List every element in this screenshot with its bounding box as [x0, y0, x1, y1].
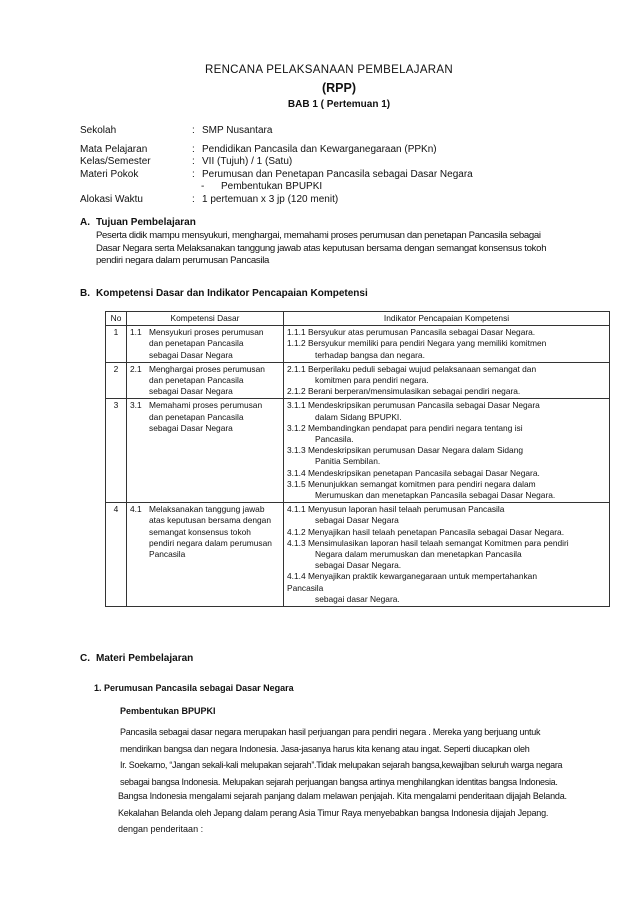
kd-text: dan penetapan Pancasila [149, 338, 244, 349]
info-value: 1 pertemuan x 3 jp (120 menit) [202, 193, 339, 205]
tujuan-line: Peserta didik mampu mensyukuri, menghargai, memahami proses perumusan dan penetapan Pancasila sebagai [96, 230, 541, 241]
info-label: Mata Pelajaran [80, 143, 148, 155]
materi-item-1: 1. Perumusan Pancasila sebagai Dasar Negara [94, 683, 294, 693]
subtopic-dash: - [201, 181, 205, 192]
kd-text: atas keputusan bersama dengan [149, 515, 271, 526]
paragraph-line: Kekalahan Belanda oleh Jepang dalam perang Asia Timur Raya menyebabkan bangsa Indonesia dijajah Jepang. [118, 807, 549, 818]
kd-indent [130, 412, 149, 423]
indicator-continuation: sebagai Dasar Negara [315, 515, 399, 526]
kd-text: Memahami proses perumusan [149, 400, 263, 411]
kd-cell [127, 362, 284, 399]
info-row-materi [80, 169, 473, 182]
kd-text: sebagai Dasar Negara [149, 422, 233, 433]
section-title: Kompetensi Dasar dan Indikator Pencapaian Kompetensi [96, 288, 368, 299]
header-indicator: Indikator Pencapaian Kompetensi [284, 312, 610, 326]
section-letter: C. [80, 653, 90, 664]
tujuan-line: Dasar Negara serta Melaksanakan tanggung jawab atas keputusan bersama dengan semangat konsensus tokoh [96, 242, 547, 254]
kd-line [130, 538, 280, 549]
paragraph-line: Bangsa Indonesia mengalami sejarah panjang dalam melawan penjajah. Kita mengalami penderitaan dijajah Belanda. [118, 791, 567, 801]
kd-indent [130, 549, 149, 560]
indicator-cell [284, 326, 610, 363]
indicator-continuation: Merumuskan dan menetapkan Pancasila sebagai Dasar Negara. [315, 490, 556, 501]
section-a-heading [80, 217, 196, 228]
section-title: Tujuan Pembelajaran [96, 217, 196, 228]
table-row [106, 362, 610, 399]
kd-number: 3.1 [130, 400, 142, 411]
indicator-item [287, 386, 606, 397]
info-row-kelas [80, 156, 473, 169]
section-letter: A. [80, 217, 90, 228]
indicator-cell [284, 503, 610, 607]
row-number: 4 [106, 503, 127, 607]
indicator-text: 3.1.2 Membandingkan pendapat para pendiri negara tentang isi [287, 422, 523, 433]
kd-indent [130, 386, 149, 397]
subtopic-text: Pembentukan BPUPKI [221, 181, 323, 192]
kd-text: Menghargai proses perumusan [149, 363, 265, 374]
materi-paragraph-2 [118, 788, 615, 838]
kd-line [130, 549, 280, 560]
row-number: 3 [106, 399, 127, 503]
kd-text: sebagai Dasar Negara [149, 386, 233, 397]
paragraph-line: Ir. Soekarno, “Jangan sekali-kali melupakan sejarah”.Tidak melupakan sejarah bangsa,kewajiban seluruh warga negara [120, 760, 563, 770]
chapter-label: BAB 1 ( Pertemuan 1) [287, 99, 391, 110]
indicator-text: 4.1.3 Mensimulasikan laporan hasil telaah semangat Komitmen para pendiri [287, 537, 569, 548]
indicator-item [287, 423, 606, 445]
kd-number: 1.1 [130, 327, 142, 338]
document-subtitle: (RPP) [321, 81, 357, 95]
kd-line [130, 527, 280, 538]
indicator-continuation: dalam Sidang BPUPKI. [315, 411, 402, 422]
kd-indent [130, 350, 149, 361]
kd-line [130, 400, 280, 411]
indicator-item [287, 583, 606, 605]
kd-line [130, 375, 280, 386]
info-colon: : [192, 125, 195, 136]
kd-line [130, 515, 280, 526]
indicator-text: 4.1.2 Menyajikan hasil telaah penetapan Pancasila sebagai Dasar Negara. [287, 526, 565, 537]
kd-text: dan penetapan Pancasila [149, 375, 244, 386]
header-kd: Kompetensi Dasar [127, 312, 284, 326]
indicator-text: 3.1.4 Mendeskripsikan penetapan Pancasila sebagai Dasar Negara. [287, 467, 540, 478]
indicator-item [287, 571, 606, 582]
indicator-continuation: Panitia Sembilan. [315, 456, 381, 467]
kd-text: Melaksanakan tanggung jawab [149, 504, 265, 515]
kd-line [130, 423, 280, 434]
table-row [106, 503, 610, 607]
indicator-text: 3.1.5 Menunjukkan semangat komitmen para pendiri negara dalam [287, 478, 536, 489]
info-colon: : [192, 156, 195, 167]
kd-cell [127, 503, 284, 607]
indicator-text: 3.1.1 Mendeskripsikan perumusan Pancasila sebagai Dasar Negara [287, 400, 540, 411]
indicator-item [287, 527, 606, 538]
kd-indent [130, 527, 149, 538]
indicator-text: 3.1.3 Mendeskripsikan perumusan Dasar Negara dalam Sidang [287, 445, 524, 456]
paragraph-line: dengan penderitaan : [118, 824, 204, 834]
kd-cell [127, 326, 284, 363]
kd-text: dan penetapan Pancasila [149, 411, 244, 422]
paragraph-line: Pancasila sebagai dasar negara merupakan hasil perjuangan para pendiri negara . Mereka yang berjuang untuk [120, 727, 541, 737]
indicator-continuation: sebagai Dasar Negara. [315, 560, 402, 571]
info-row-alokasi [80, 194, 473, 207]
indicator-cell [284, 362, 610, 399]
table-row [106, 326, 610, 363]
kd-line [130, 327, 280, 338]
indicator-continuation: terhadap bangsa dan negara. [315, 349, 425, 360]
kd-indent [130, 515, 149, 526]
kd-text: sebagai Dasar Negara [149, 349, 233, 360]
indicator-continuation: sebagai dasar Negara. [315, 593, 400, 604]
info-colon: : [192, 193, 195, 205]
kd-text: pendiri negara dalam perumusan [149, 537, 272, 548]
indicator-continuation: komitmen para pendiri negara. [315, 375, 429, 386]
table-row [106, 399, 610, 503]
info-label: Sekolah [80, 125, 117, 136]
info-label: Alokasi Waktu [80, 193, 143, 205]
kd-indent [130, 423, 149, 434]
info-row-mapel [80, 144, 473, 157]
indicator-text: 2.1.1 Berperilaku peduli sebagai wujud pelaksanaan semangat dan [287, 363, 537, 374]
indicator-text: 1.1.2 Bersyukur memiliki para pendiri Negara yang memiliki komitmen [287, 338, 547, 349]
indicator-continuation: Negara dalam merumuskan dan menetapkan Pancasila [315, 549, 522, 560]
indicator-text: 4.1.1 Menyusun laporan hasil telaah perumusan Pancasila [287, 504, 505, 515]
materi-paragraph-1 [120, 724, 615, 790]
kd-cell [127, 399, 284, 503]
indicator-text: 4.1.4 Menyajikan praktik kewarganegaraan untuk mempertahankan [287, 571, 538, 582]
indicator-item [287, 504, 606, 526]
table-header-row [106, 312, 610, 326]
info-value: Perumusan dan Penetapan Pancasila sebagai Dasar Negara [202, 168, 473, 180]
document-title: RENCANA PELAKSANAAN PEMBELAJARAN [205, 64, 453, 76]
kd-text: Pancasila [149, 549, 186, 560]
header-no: No [106, 312, 127, 326]
indicator-text: 2.1.2 Berani berperan/mensimulasikan sebagai pendiri negara. [287, 386, 521, 397]
info-value: VII (Tujuh) / 1 (Satu) [202, 156, 293, 167]
section-letter: B. [80, 288, 90, 299]
indicator-item [287, 479, 606, 501]
tujuan-line: pendiri negara dalam perumusan Pancasila [96, 255, 270, 267]
paragraph-line: mendirikan bangsa dan negara Indonesia. Jasa-jasanya harus kita kenang atau ingat. Seperti diucapkan oleh [120, 743, 530, 754]
indicator-item [287, 327, 606, 338]
kd-text: semangat konsensus tokoh [149, 526, 251, 537]
section-c-heading [80, 653, 193, 664]
indicator-text: Pancasila [287, 582, 324, 593]
row-number: 2 [106, 362, 127, 399]
indicator-cell [284, 399, 610, 503]
section-b-heading [80, 288, 368, 299]
indicator-item [287, 538, 606, 572]
materi-subheading: Pembentukan BPUPKI [120, 706, 216, 716]
kd-line [130, 412, 280, 423]
kd-line [130, 350, 280, 361]
paragraph-line: sebagai bangsa Indonesia. Melupakan sejarah perjuangan bangsa artinya menghilangkan identitas bangsa Indonesia. [120, 776, 558, 787]
kd-line [130, 364, 280, 375]
indicator-item [287, 445, 606, 467]
kd-text: Mensyukuri proses perumusan [149, 327, 264, 338]
indicator-item [287, 468, 606, 479]
info-value: SMP Nusantara [202, 125, 273, 136]
info-colon: : [192, 143, 195, 155]
info-label: Materi Pokok [80, 168, 139, 180]
kd-indent [130, 375, 149, 386]
kd-indent [130, 538, 149, 549]
indicator-continuation: Pancasila. [315, 434, 354, 445]
competency-table [105, 311, 610, 607]
section-title: Materi Pembelajaran [96, 653, 194, 664]
info-value: Pendidikan Pancasila dan Kewarganegaraan (PPKn) [202, 143, 437, 155]
indicator-item [287, 400, 606, 422]
kd-line [130, 504, 280, 515]
info-subtopic [80, 181, 473, 194]
indicator-text: 1.1.1 Bersyukur atas perumusan Pancasila sebagai Dasar Negara. [287, 327, 536, 338]
row-number: 1 [106, 326, 127, 363]
kd-number: 4.1 [130, 504, 142, 515]
info-label: Kelas/Semester [80, 156, 151, 167]
kd-indent [130, 338, 149, 349]
info-colon: : [192, 168, 195, 180]
indicator-item [287, 338, 606, 360]
tujuan-paragraph [96, 230, 616, 268]
info-row-sekolah [80, 125, 473, 138]
indicator-item [287, 364, 606, 386]
identity-block [80, 125, 473, 206]
kd-line [130, 386, 280, 397]
kd-number: 2.1 [130, 363, 142, 374]
kd-line [130, 338, 280, 349]
